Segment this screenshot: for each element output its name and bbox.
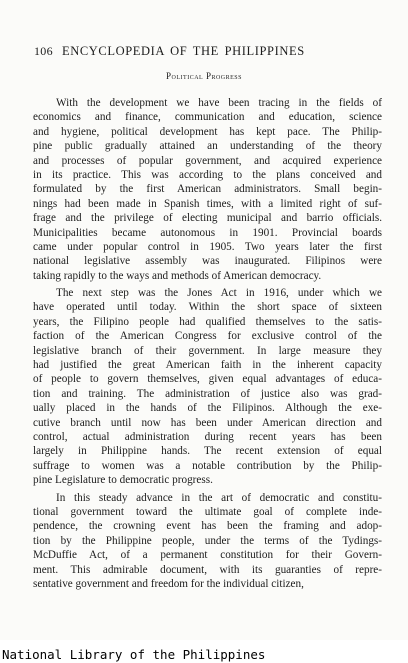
text-line: legislative branch of their government. In large measure they <box>33 344 382 357</box>
text-line: ually placed in the hands of the Filipinos. Although the exe- <box>33 402 382 415</box>
text-line: The next step was the Jones Act in 1916, under which we <box>56 287 382 300</box>
text-line: had justified the great American faith in the inherent capacity <box>33 359 382 372</box>
text-line: national legislative assembly was inaugurated. Filipinos were <box>33 255 382 268</box>
text-line: tion by the Philippine people, under the terms of the Tydings- <box>33 534 382 547</box>
text-line: suffrage to women was a notable contribution by the Philip- <box>33 459 382 472</box>
text-line: formulated by the first American administrators. Small begin- <box>33 183 382 196</box>
text-line: McDuffie Act, of a permanent constitution for their Govern- <box>33 549 382 562</box>
text-line: frage and the privilege of electing municipal and barrio officials. <box>33 212 382 225</box>
text-line: have operated until today. Within the short space of sixteen <box>33 301 382 314</box>
text-line: faction of the American Congress for exclusive control of the <box>33 330 382 343</box>
text-line: nings had been made in Spanish times, with a limited right of suf- <box>33 197 382 210</box>
text-line: pendence, the crowning event has been the framing and adop- <box>33 520 382 533</box>
text-line: of people to govern themselves, given equal advantages of educa- <box>33 373 382 386</box>
text-line: cutive branch until now has been under American direction and <box>33 416 382 429</box>
text-line: With the development we have been tracing in the fields of <box>56 97 382 109</box>
text-line: years, the Filipino people had qualified themselves to the satis- <box>33 315 382 328</box>
body-text <box>33 96 382 591</box>
text-line: economics and finance, communication and education, science <box>33 111 382 124</box>
paragraph <box>33 96 382 283</box>
page-number: 106 <box>34 44 53 58</box>
text-line: ment. This admirable document, with its guaranties of repre- <box>33 563 382 576</box>
page-header <box>34 44 364 62</box>
text-line: Municipalities became autonomous in 1901. Provincial boards <box>33 226 382 239</box>
text-line: tional government toward the ultimate goal of complete inde- <box>33 505 382 518</box>
footer-credit: National Library of the Philippines <box>2 647 266 662</box>
text-line: tion and training. The administration of justice also was grad- <box>33 387 382 400</box>
text-line: control, actual administration during recent years has been <box>33 430 382 443</box>
text-line: In this steady advance in the art of democratic and constitu- <box>56 491 382 504</box>
text-line: pine Legislature to democratic progress. <box>33 474 213 487</box>
section-heading: Political Progress <box>166 71 242 81</box>
running-title: ENCYCLOPEDIA OF THE PHILIPPINES <box>62 44 305 58</box>
text-line: came under popular control in 1905. Two years later the first <box>33 240 382 253</box>
text-line: sentative government and freedom for the individual citizen, <box>33 577 304 590</box>
paragraph <box>33 286 382 487</box>
text-line: in its practice. This was according to the plans conceived and <box>33 168 382 181</box>
paragraph <box>33 491 382 592</box>
text-line: taking rapidly to the ways and methods of American democracy. <box>33 269 322 282</box>
text-line: pine public gradually attained an understanding of the theory <box>33 140 382 153</box>
text-line: and processes of popular government, and acquired experience <box>33 154 382 167</box>
text-line: largely in Philippine hands. The recent extension of equal <box>33 445 382 458</box>
text-line: and hygiene, political development has kept pace. The Philip- <box>33 125 382 138</box>
